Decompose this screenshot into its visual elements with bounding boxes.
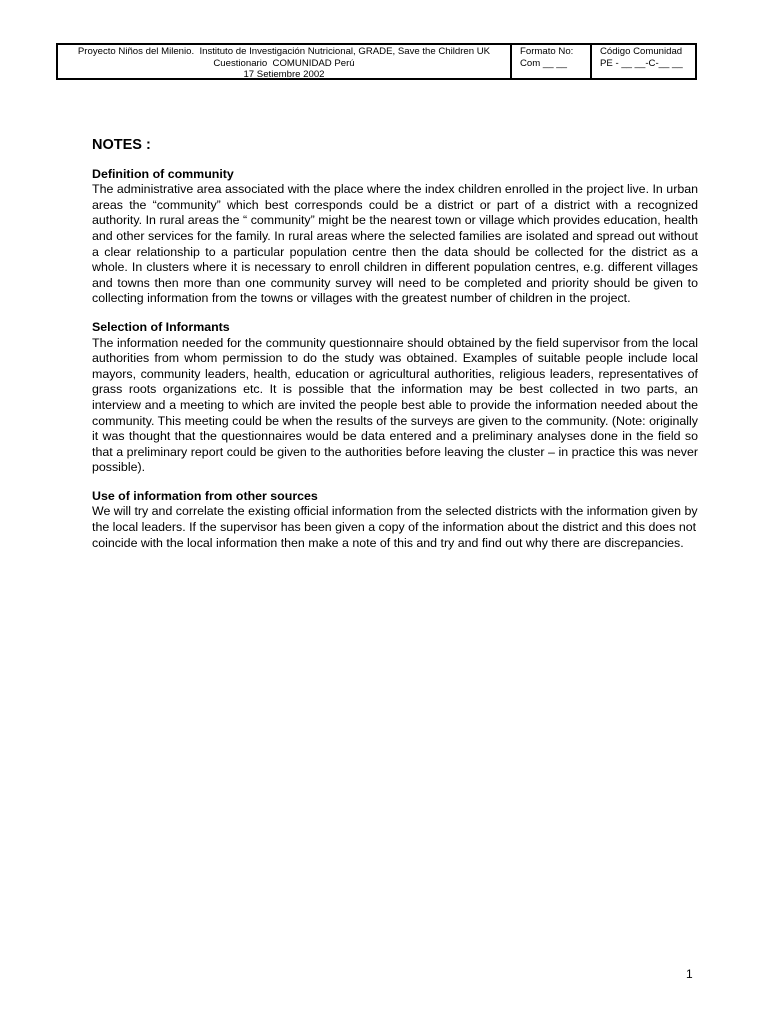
questionnaire-name: Cuestionario COMUNIDAD Perú	[213, 57, 355, 69]
community-code-cell	[592, 45, 695, 78]
notes-content	[92, 138, 698, 564]
page-number: 1	[686, 967, 693, 981]
notes-title: NOTES :	[92, 137, 151, 153]
section-text-informants: The information needed for the community questionnaire should obtained by the field supervisor from the local authorities from whom permission to do the study was obtained. Examples of suitable people include local mayors, community leaders, health, education or agricultural authorities, religious leaders, representatives of grass roots organizations etc. It is possible that the information may be best collected in two parts, an interview and a meeting to which are invited the people best able to provide the information needed about the community. This meeting could be when the results of the surveys are given to the community. (Note: originally it was thought that the questionnaires would be data entered and a preliminary analyses done in the field so that a preliminary report could be given to the authorities before leaving the cluster – in practice this was never possible).	[92, 335, 698, 475]
format-number-value: Com __ __	[520, 57, 567, 69]
project-info-cell	[58, 45, 512, 78]
section-heading-definition: Definition of community	[92, 166, 234, 181]
project-title: Proyecto Niños del Milenio. Instituto de Investigación Nutricional, GRADE, Save the Children UK	[77, 46, 491, 57]
section-text-definition: The administrative area associated with the place where the index children enrolled in the project live. In urban areas the “community” which best corresponds could be a district or part of a district with a recognized authority. In rural areas the “ community” might be the nearest town or village which provides education, health and other services for the family. In rural areas where the selected families are isolated and spread out without a clear relationship to a particular population centre then the data should be collected for the district as a whole. In clusters where it is necessary to enroll children in different population centres, e.g. different villages and towns then more than one community survey will need to be completed and priority should be given to collecting information from the towns or villages with the greatest number of children in the project.	[92, 182, 698, 306]
section-text-other-sources: We will try and correlate the existing official information from the selected districts with the information given by the local leaders. If the supervisor has been given a copy of the information about the district and this does not coincide with the local information then make a note of this and try and find out why there are discrepancies.	[92, 504, 698, 550]
document-header-table	[56, 43, 697, 80]
questionnaire-date: 17 Setiembre 2002	[243, 69, 325, 80]
format-number-label: Formato No:	[520, 46, 574, 57]
community-code-value: PE - __ __-C-__ __	[600, 57, 683, 69]
section-heading-informants: Selection of Informants	[92, 319, 230, 334]
section-heading-other-sources: Use of information from other sources	[92, 488, 318, 503]
format-number-cell	[512, 45, 592, 78]
community-code-label: Código Comunidad	[600, 46, 683, 57]
